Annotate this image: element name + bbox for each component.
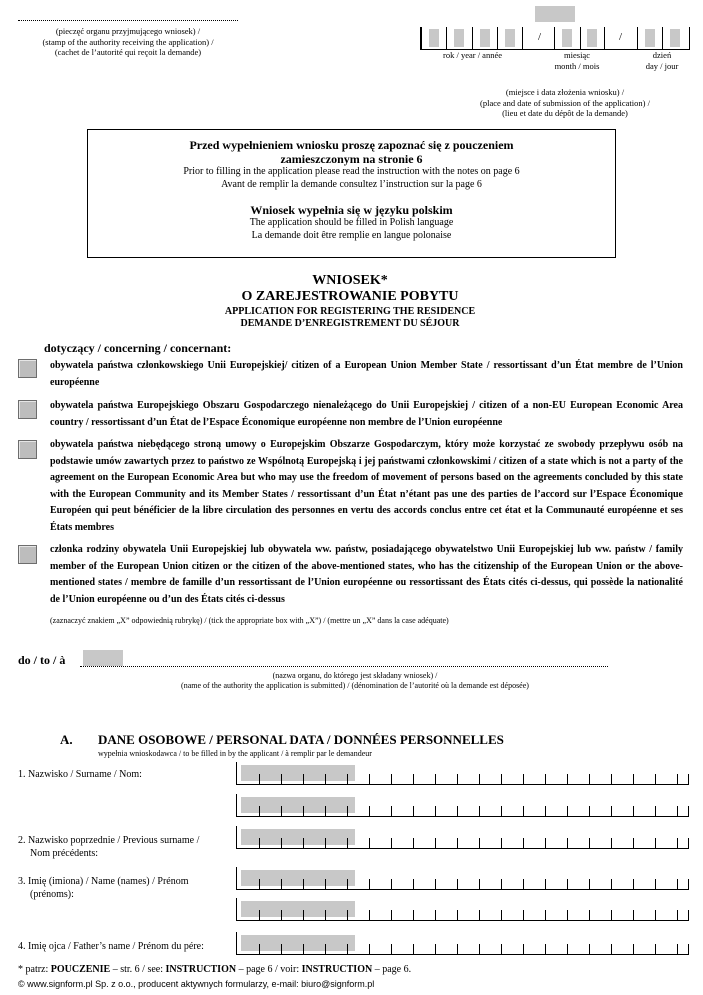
section-a-title: DANE OSOBOWE / PERSONAL DATA / DONNÉES PERSONNELLES: [98, 732, 504, 747]
tick-note: (zaznaczyć znakiem „X” odpowiednią rubrykę) / (tick the appropriate box with „X”) / (mettre un „X” dans la case adéquate): [50, 616, 449, 625]
instruction-en: Prior to filling in the application please read the instruction with the notes on page 6: [183, 166, 520, 177]
concerning-label: dotyczący / concerning / concernant:: [44, 341, 232, 355]
father-name-field-row[interactable]: [236, 932, 689, 955]
previous-surname-label: 2. Nazwisko poprzednie / Previous surname / Nom précédents:: [18, 835, 200, 859]
instruction-fr: Avant de remplir la demande consultez l’instruction sur la page 6: [221, 178, 482, 190]
place-date-caption: (miejsce i data złożenia wniosku) / (place and date of submission of the application) / (lieu et date du dépôt de la demande): [480, 87, 650, 118]
stamp-line: [18, 20, 238, 21]
form-title: WNIOSEK* O ZAREJESTROWANIE POBYTU APPLICATION FOR REGISTERING THE RESIDENCE DEMANDE D’ENREGISTREMENT DU SÉJOUR: [224, 273, 476, 329]
option-2-text: obywatela państwa Europejskiego Obszaru Gospodarczego nienależącego do Unii Europejskiej / citizen of a non-EU European Economic Area country / ressortissant d’un État de l’Espace Économique européenne non membre de l’Union européenne: [50, 400, 683, 428]
addressee-label: do / to / à: [18, 653, 66, 667]
section-a-subtitle: wypełnia wnioskodawca / to be filled in by the applicant / à remplir par le demandeur: [98, 749, 372, 758]
day-label: dzień day / jour: [645, 50, 679, 71]
option-2-checkbox[interactable]: [18, 400, 37, 419]
section-a-letter: A.: [60, 732, 73, 747]
option-1-checkbox[interactable]: [18, 359, 37, 378]
year-label: rok / year / année: [443, 50, 502, 60]
copyright: © www.signform.pl Sp. z o.o., producent aktywnych formularzy, e-mail: biuro@signform.pl: [18, 979, 375, 989]
name-field-row-1[interactable]: [236, 867, 689, 890]
submission-date-box[interactable]: [420, 27, 690, 50]
language-en: The application should be filled in Polish language: [249, 217, 454, 228]
addressee-line: [80, 666, 608, 667]
father-name-label: 4. Imię ojca / Father’s name / Prénom du pére:: [18, 941, 204, 952]
option-4-checkbox[interactable]: [18, 545, 37, 564]
option-3-checkbox[interactable]: [18, 440, 37, 459]
instruction-box: [87, 129, 616, 258]
option-3-text: obywatela państwa niebędącego stroną umowy o Europejskim Obszarze Gospodarczym, który może korzystać ze swobody przepływu osób na podstawie umów zawartych przez to państwo ze Wspólnotą Europejską i jej państwami członkowskimi / citizen of a state which is not a party of the agreement on the European Economic Area but who may use the freedom of movement of persons based on the agreements concluded by this state with the European Community and its Member States / ressortissant d’un État n’étant pas une des parties de l’accord sur l’Espace Économique Européen qui peut bénéficier de la libre circulation des personnes en vertu des accords conclus entre cet état et la Communauté européenne et ses États membres: [50, 439, 683, 533]
language-fr: La demande doit être remplie en langue polonaise: [251, 229, 452, 241]
surname-field-row-2[interactable]: [236, 794, 689, 817]
footnote: * patrz: POUCZENIE – str. 6 / see: INSTRUCTION – page 6 / voir: INSTRUCTION – page 6.: [18, 964, 412, 975]
addressee-field[interactable]: [83, 650, 123, 666]
name-field-row-2[interactable]: [236, 898, 689, 921]
surname-field-row-1[interactable]: [236, 762, 689, 785]
stamp-caption: (pieczęć organu przyjmującego wniosek) / (stamp of the authority receiving the application) / (cachet de l’autorité qui reçoit la demande): [42, 26, 214, 57]
instruction-pl-2: zamieszczonym na stronie 6: [280, 152, 423, 166]
instruction-pl-1: Przed wypełnieniem wniosku proszę zapoznać się z pouczeniem: [189, 138, 514, 152]
date-separator-2: /: [619, 31, 623, 43]
addressee-caption: (nazwa organu, do którego jest składany wniosek) / (name of the authority the application is submitted) / (dénomination de l’autorité où la demande est déposée): [181, 671, 529, 690]
month-label: miesiąc month / mois: [554, 50, 600, 71]
previous-surname-field-row[interactable]: [236, 826, 689, 849]
surname-label: 1. Nazwisko / Surname / Nom:: [18, 769, 142, 780]
header-gray-field[interactable]: [535, 6, 575, 22]
name-label: 3. Imię (imiona) / Name (names) / Prénom (prénoms):: [18, 876, 189, 900]
date-separator-1: /: [538, 31, 542, 43]
language-pl: Wniosek wypełnia się w języku polskim: [250, 203, 453, 217]
option-4-text: członka rodziny obywatela Unii Europejskiej lub obywatela ww. państw, posiadającego obywatelstwo Unii Europejskiej lub ww. państw / family member of the European Union citizen or the citizen of the above-mentioned states, who has the citizenship of the European Union or the above-mentioned states / membre de famille d’un ressortissant de l’Union européenne ou ressortissant des États cités ci-dessus, qui possède la nationalité de l’Union européenne ou d’un des États cités ci-dessus: [50, 544, 683, 605]
option-1-text: obywatela państwa członkowskiego Unii Europejskiej/ citizen of a European Union Member State / ressortissant d’un État membre de l’Union européenne: [50, 360, 683, 388]
